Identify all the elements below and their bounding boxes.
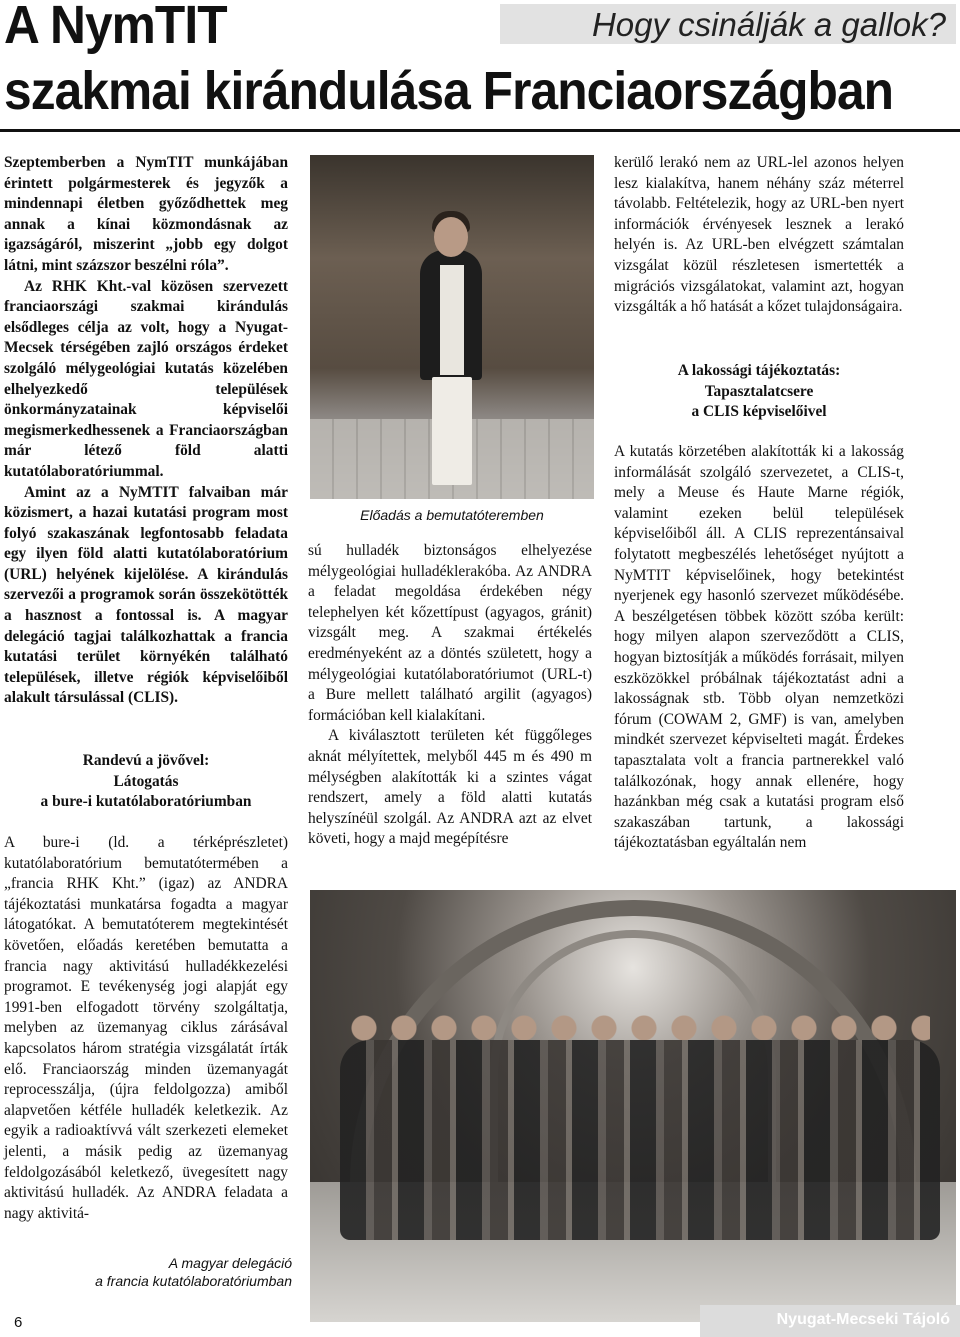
photo-group-people — [340, 1040, 940, 1240]
subheading-visit — [4, 751, 288, 813]
photo-figure-shirt — [440, 265, 464, 375]
column-3-body — [614, 442, 904, 854]
lead-paragraph: Szeptemberben a NymTIT munkájában érintett polgármesterek és jegyzők a mindennapi életben győződhettek meg annak a kínai közmondásnak az igazságáról, miszerint „jobb egy dolgot látni, mint százszor beszélni róla”. — [4, 154, 288, 274]
article-title-line-1: A NymTIT — [4, 0, 227, 55]
publication-name: Nyugat-Mecseki Tájoló — [776, 1311, 950, 1328]
article-title-line-2: szakmai kirándulása Franciaországban — [4, 61, 894, 121]
rubric-text: Hogy csinálják a gallok? — [591, 6, 946, 43]
column-2-body — [308, 541, 592, 850]
subheading-clis — [614, 361, 904, 423]
subheading-line: A lakossági tájékoztatás: — [677, 362, 841, 379]
subheading-line: Tapasztalatcsere — [704, 382, 814, 400]
paragraph: Amint az a NyMTIT falvaiban már közismert, a hazai kutatási program most folyó szakaszának legfontosabb feladata egy ilyen föld alatti kutatólaboratórium (URL) helyének kijelölése. A kirándulás szervezői a programok során összekötötték a hasznost a fontossal is. A magyar delegáció tagjai találkozhattak a francia kutatási terület környékén található települések, illetve régiók képviselőiből alakult társulással (CLIS). — [4, 483, 288, 707]
caption-line: A magyar delegáció — [168, 1255, 292, 1271]
paragraph: sú hulladék biztonságos elhelyezése mélygeológiai hulladéklerakóba. Az ANDRA a feladat megoldása érdekében négy telephelyen két kőzettípust (agyagos, gránit) vizsgált meg. A szakmai értékelés eredményeként az a döntés született, hogy a mélygeológiai kutatólaboratóriumot (URL-t) a Bure mellett található argilit (agyagos) formációban kell kialakítani. — [308, 542, 592, 724]
caption-photo-1: Előadás a bemutatóteremben — [360, 507, 544, 523]
photo-figure-head — [434, 217, 468, 257]
caption-photo-2 — [60, 1254, 292, 1290]
footer-banner — [700, 1305, 960, 1337]
title-rule — [0, 129, 960, 132]
photo-figure-trousers — [432, 377, 472, 485]
subheading-line: a CLIS képviselőivel — [691, 403, 827, 421]
column-3-top — [614, 153, 904, 318]
photo-delegation-tunnel — [310, 890, 956, 1322]
paragraph: kerülő lerakó nem az URL-lel azonos helyen lesz kialakítva, hanem néhány száz méterrel távolabb. Feltételezik, hogy az URL-ben nyert információk érvényesek lesznek a lerakó helyén is. Az URL-ben elvégzett számtalan vizsgálat közül részletesen ismertették a migrációs vizsgálatokat, valamint azt, hogyan vizsgálták a hő hatását a kőzet tulajdonságaira. — [614, 154, 904, 316]
paragraph: A bure-i (ld. a térképrészletet) kutatólaboratórium bemutatótermében a „francia RHK Kht.” (igaz) az ANDRA tájékoztatási munkatársa fogadta a magyar látogatókat. A bemutatóterem megtekintését követően, előadás keretében bemutatta a francia nagy aktivitású hulladékkezelési programot. E tevékenység jogi alapját egy 1991-ben elfogadott törvény szolgáltatja, melyben az üzemanyag ciklus zárásával kapcsolatos három stratégia vizsgálatát írták elő. Franciaország minden üzemanyagát reprocesszálja, (újra feldolgozza) amiből alapvetően kétféle hulladék keletkezik. Az egyik a radioaktívvá vált szerkezeti elemeket jelenti, a másik pedig az üzemanyag feldolgozásából keletkező, üvegesített nagy aktivitású hulladék. Az ANDRA feladata a nagy aktivitá- — [4, 834, 288, 1222]
page-number: 6 — [14, 1314, 23, 1331]
subheading-line: Látogatás — [113, 772, 179, 790]
paragraph: A kiválasztott területen két függőleges aknát mélyítettek, melyből 445 m és 490 m mélységben alakították ki a szintes vágat rendszert, amely a föld alatti kutatás helyszínéül szolgál. Az ANDRA azt az elvet követi, hogy a majd megépítésre — [308, 727, 592, 848]
photo-lecture-room — [310, 155, 594, 499]
paragraph: Az RHK Kht.-val közösen szervezett franciaországi szakmai kirándulás elsődleges célja az volt, hogy a Nyugat-Mecsek térségében zajló országos érdeket szolgáló mélygeológiai kutatás közelében elhelyezkedő települések önkormányzatainak képviselői megismerkedhessenek a Franciaországban már létező föld alatti kutatólaboratóriummal. — [4, 277, 288, 480]
paragraph: A kutatás körzetében alakították ki a lakosság informálását szolgáló szervezetet, a CLIS-t, mely a Meuse és Haute Marne régiók, valamint ezeken belül települések képviselőiből áll. A CLIS reprezentánsaival folytatott megbeszélés lehetőséget nyújtott a NyMTIT képviselőinek, hogy betekintést nyerjenek egy hasonló szervezet működésébe. A beszélgetésen többek között szóba került: hogy milyen alapon szerveződött a CLIS, hogyan biztosítják a működés forrásait, milyen eszközökkel próbálnak tájékoztatást adni a lakosságnak stb. Több olyan nemzetközi fórum (COWAM 2, GMF) is van, amelyben mindkét szervezet képviselteti magát. Érdekes tapasztalata volt a francia partnerekkel való találkozónak, hogy annak ellenére, hogy hazánkban még csak a kutatási program első szakaszában tartunk, a lakossági tájékoztatásban egyáltalán nem — [614, 443, 904, 852]
subheading-line: a bure-i kutatólaboratóriumban — [40, 793, 252, 811]
rubric-banner — [500, 4, 956, 44]
column-1-lead — [4, 153, 288, 709]
column-1-body — [4, 833, 288, 1224]
caption-line: a francia kutatólaboratóriumban — [95, 1273, 292, 1289]
subheading-line: Randevú a jövővel: — [82, 752, 210, 769]
